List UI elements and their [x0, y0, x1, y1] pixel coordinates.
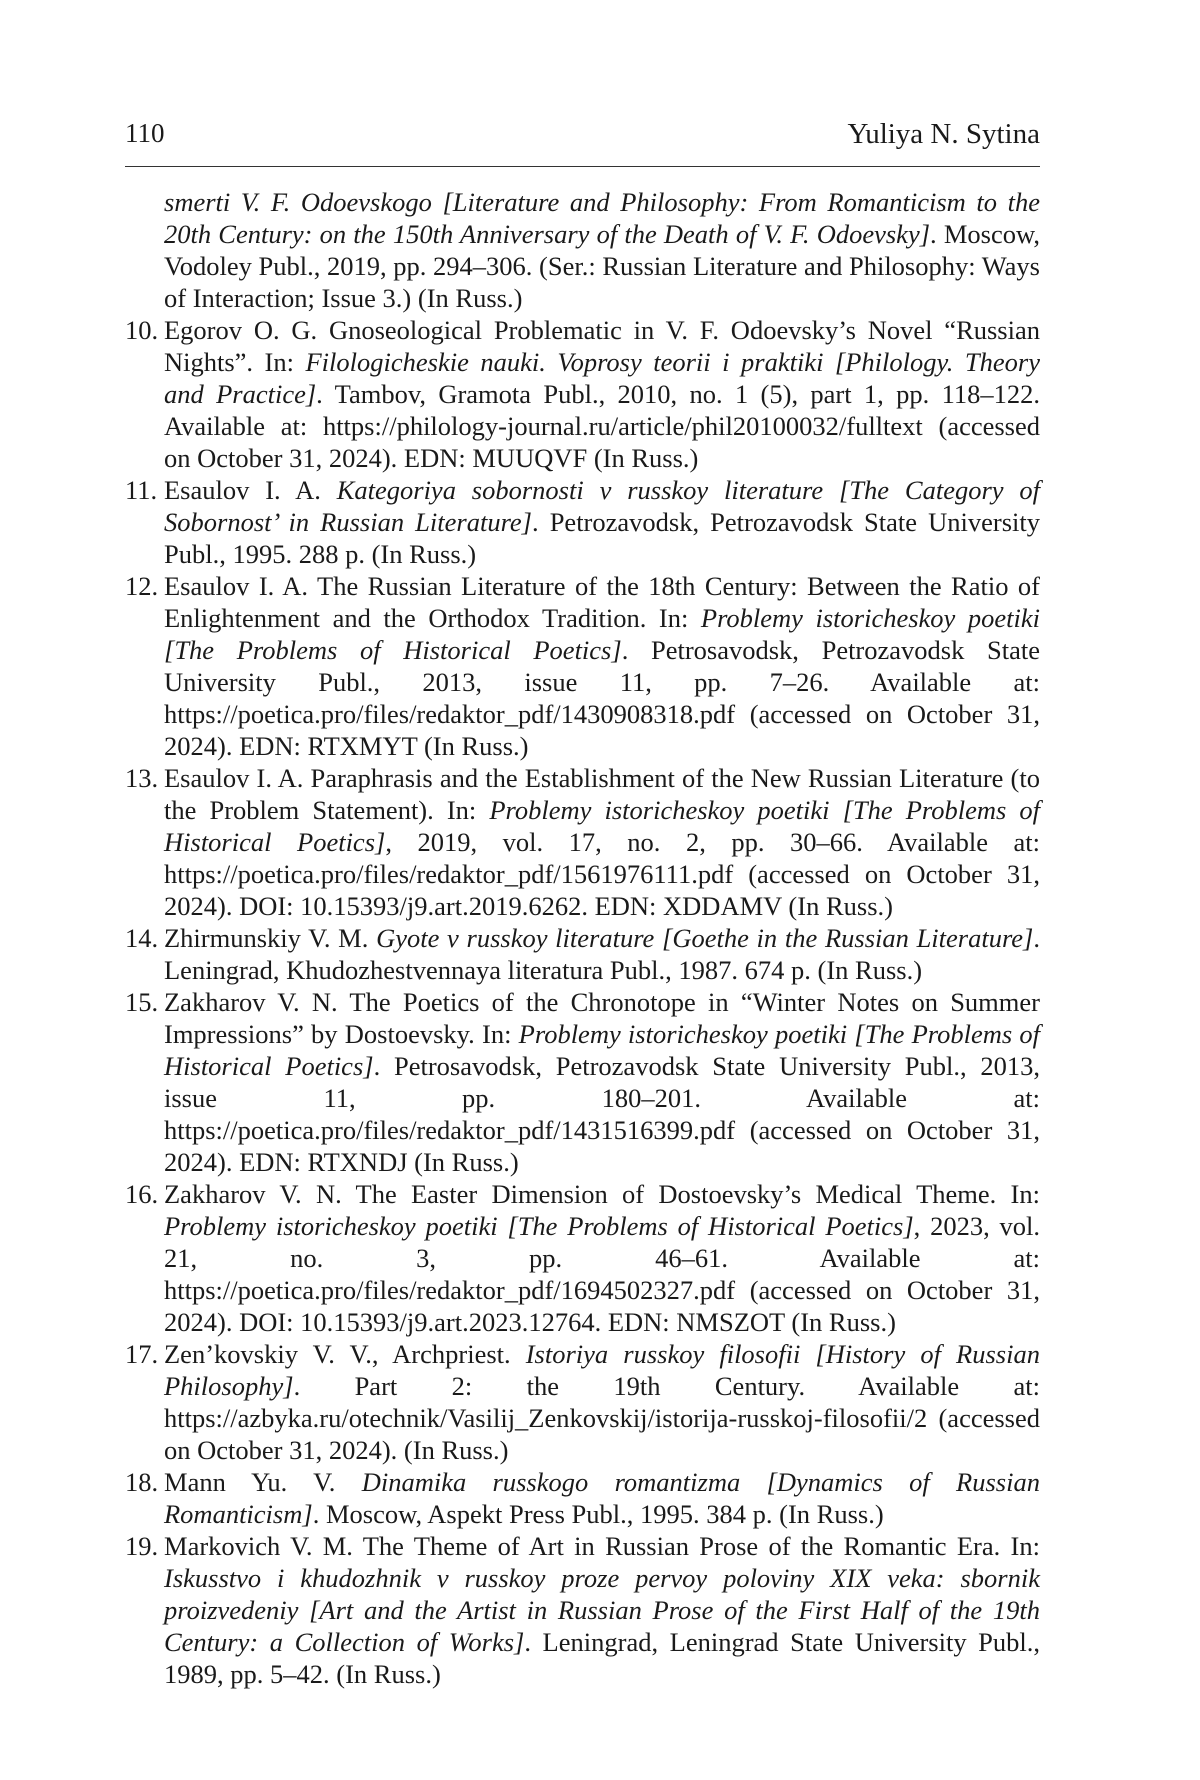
reference-item — [125, 474, 1040, 570]
reference-segment: Zakharov V. N. The Poetics of the Chronotope in “Winter Notes on Summer Impressions” by Dostoevsky. In: — [164, 987, 1040, 1049]
reference-item — [125, 1178, 1040, 1338]
reference-title-italic: Istoriya russkoy filosofii [History of Russian Philosophy] — [164, 1339, 1040, 1401]
reference-item — [125, 986, 1040, 1178]
reference-segment: Esaulov I. A. Paraphrasis and the Establishment of the New Russian Literature (to the Problem Statement). In: — [164, 763, 1040, 825]
reference-segment: Esaulov I. A. — [164, 475, 337, 505]
reference-title-italic: Gyote v russkoy literature [Goethe in the Russian Literature] — [376, 923, 1034, 953]
reference-segment: . Petrozavodsk, Petrozavodsk State University Publ., 1995. 288 p. (In Russ.) — [164, 507, 1040, 569]
reference-item — [125, 186, 1040, 314]
reference-text — [164, 986, 1040, 1178]
reference-list — [125, 186, 1040, 1690]
reference-segment: Mann Yu. V. — [164, 1467, 362, 1497]
reference-segment: . Moscow, Aspekt Press Publ., 1995. 384 p. (In Russ.) — [312, 1499, 884, 1529]
page-header — [125, 118, 1040, 167]
reference-number: 14. — [125, 923, 159, 953]
reference-title-italic: Problemy istoricheskoy poetiki [The Problems of Historical Poetics] — [164, 1019, 1040, 1081]
reference-item — [125, 314, 1040, 474]
reference-segment: , 2023, vol. 21, no. 3, pp. 46–61. Available at: https://poetica.pro/files/redaktor_pdf/1694502327.pdf (accessed on October 31, 2024). DOI: 10.15393/j9.art.2023.12764. EDN: NMSZOT (In Russ.) — [164, 1211, 1040, 1337]
reference-number: 15. — [125, 987, 159, 1017]
reference-segment: Esaulov I. A. The Russian Literature of the 18th Century: Between the Ratio of Enlightenment and the Orthodox Tradition. In: — [164, 571, 1040, 633]
reference-number: 11. — [125, 475, 158, 505]
reference-segment: . Tambov, Gramota Publ., 2010, no. 1 (5), part 1, pp. 118–122. Available at: https://philology-journal.ru/article/phil20100032/fulltext (accessed on October 31, 2024). EDN: MUUQVF (In Russ.) — [164, 379, 1040, 473]
reference-item — [125, 922, 1040, 986]
reference-title-italic: Filologicheskie nauki. Voprosy teorii i praktiki [Philology. Theory and Practice] — [164, 347, 1041, 409]
reference-text — [164, 922, 1040, 986]
reference-text — [164, 314, 1040, 474]
reference-segment: . Moscow, Vodoley Publ., 2019, pp. 294–306. (Ser.: Russian Literature and Philosophy: Ways of Interaction; Issue 3.) (In Russ.) — [164, 219, 1040, 313]
reference-segment: Egorov O. G. Gnoseological Problematic in V. F. Odoevsky’s Novel “Russian Nights”. In: — [164, 315, 1040, 377]
reference-number: 13. — [125, 763, 159, 793]
reference-text — [164, 762, 1040, 922]
reference-item — [125, 1466, 1040, 1530]
reference-segment: Zhirmunskiy V. M. — [164, 923, 377, 953]
reference-text — [164, 474, 1040, 570]
reference-segment: Zakharov V. N. The Easter Dimension of Dostoevsky’s Medical Theme. In: — [164, 1179, 1040, 1209]
reference-number: 10. — [125, 315, 159, 345]
reference-item — [125, 762, 1040, 922]
reference-title-italic: Problemy istoricheskoy poetiki [The Problems of Historical Poetics] — [164, 795, 1040, 857]
reference-text — [164, 1338, 1040, 1466]
reference-segment: . Petrosavodsk, Petrozavodsk State University Publ., 2013, issue 11, pp. 7–26. Available at: https://poetica.pro/files/redaktor_pdf/1430908318.pdf (accessed on October 31, 2024). EDN: RTXMYT (In Russ.) — [164, 635, 1040, 761]
reference-item — [125, 1338, 1040, 1466]
reference-segment: . Leningrad, Khudozhestvennaya literatura Publ., 1987. 674 p. (In Russ.) — [164, 923, 1040, 985]
reference-segment: , 2019, vol. 17, no. 2, pp. 30–66. Available at: https://poetica.pro/files/redaktor_pdf/1561976111.pdf (accessed on October 31, 2024). DOI: 10.15393/j9.art.2019.6262. EDN: XDDAMV (In Russ.) — [164, 827, 1040, 921]
reference-number: 16. — [125, 1179, 159, 1209]
reference-segment: . Petrosavodsk, Petrozavodsk State University Publ., 2013, issue 11, pp. 180–201. Available at: https://poetica.pro/files/redaktor_pdf/1431516399.pdf (accessed on October 31, 2024). EDN: RTXNDJ (In Russ.) — [164, 1051, 1040, 1177]
reference-text — [164, 186, 1040, 314]
reference-title-italic: Problemy istoricheskoy poetiki [The Problems of Historical Poetics] — [164, 603, 1040, 665]
reference-segment: Markovich V. M. The Theme of Art in Russian Prose of the Romantic Era. In: — [164, 1531, 1040, 1561]
reference-title-italic: Problemy istoricheskoy poetiki [The Problems of Historical Poetics] — [164, 1211, 914, 1241]
reference-text — [164, 1466, 1040, 1530]
reference-text — [164, 1530, 1040, 1690]
running-head-author: Yuliya N. Sytina — [847, 118, 1040, 150]
reference-title-italic: Kategoriya sobornosti v russkoy literature [The Category of Sobornost’ in Russian Literature] — [164, 475, 1040, 537]
reference-segment: . Part 2: the 19th Century. Available at: https://azbyka.ru/otechnik/Vasilij_Zenkovskij/istorija-russkoj-filosofii/2 (accessed on October 31, 2024). (In Russ.) — [164, 1371, 1040, 1465]
reference-title-italic: Iskusstvo i khudozhnik v russkoy proze pervoy poloviny XIX veka: sbornik proizvedeniy [Art and the Artist in Russian Prose of the First Half of the 19th Century: a Collection of Works] — [164, 1563, 1040, 1657]
reference-text — [164, 1178, 1040, 1338]
page-number: 110 — [125, 118, 165, 148]
reference-number: 17. — [125, 1339, 159, 1369]
reference-segment: Zen’kovskiy V. V., Archpriest. — [164, 1339, 526, 1369]
reference-number: 19. — [125, 1531, 159, 1561]
reference-text — [164, 570, 1040, 762]
reference-segment: . Leningrad, Leningrad State University Publ., 1989, pp. 5–42. (In Russ.) — [164, 1627, 1040, 1689]
reference-item — [125, 1530, 1040, 1690]
reference-title-italic: smerti V. F. Odoevskogo [Literature and Philosophy: From Romanticism to the 20th Century: on the 150th Anniversary of the Death of V. F. Odoevsky] — [164, 187, 1040, 249]
reference-number: 12. — [125, 571, 159, 601]
reference-number: 18. — [125, 1467, 159, 1497]
reference-item — [125, 570, 1040, 762]
reference-title-italic: Dinamika russkogo romantizma [Dynamics of Russian Romanticism] — [164, 1467, 1040, 1529]
